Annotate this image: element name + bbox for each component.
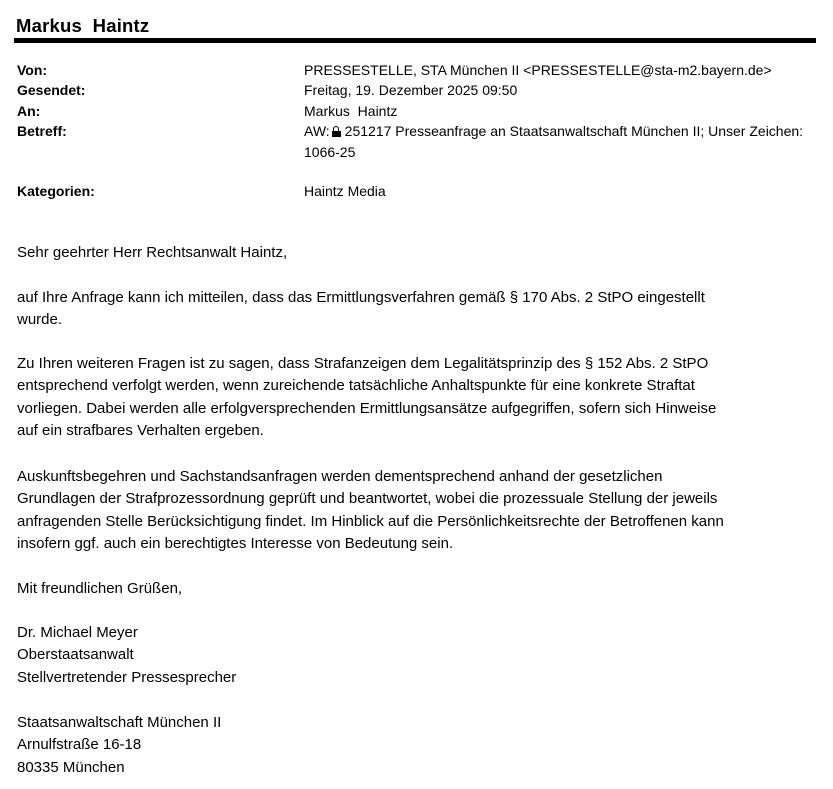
sender-name-title: Markus Haintz	[16, 15, 150, 36]
subject-text: 251217 Presseanfrage an Staatsanwaltschaft München II; Unser Zeichen: 1066-25	[304, 123, 804, 160]
signature	[17, 622, 817, 689]
subject-prefix: AW:	[304, 123, 330, 139]
paragraph-1-line: auf Ihre Anfrage kann ich mitteilen, dass das Ermittlungsverfahren gemäß § 170 Abs. 2 StPO eingestellt	[17, 289, 705, 306]
salutation	[17, 242, 817, 264]
to-value[interactable]: Markus Haintz	[304, 103, 398, 119]
address-line: Arnulfstraße 16-18	[17, 736, 142, 754]
paragraph-3-line: Auskunftsbegehren und Sachstandsanfragen werden dementsprechend anhand der gesetzlichen	[17, 468, 663, 485]
paragraph-1	[17, 287, 817, 332]
paragraph-2-line: Zu Ihren weiteren Fragen ist zu sagen, dass Strafanzeigen dem Legalitätsprinzip des § 152 Abs. 2 StPO	[17, 355, 709, 372]
subject-label: Betreff:	[17, 123, 67, 139]
address-line: Staatsanwaltschaft München II	[17, 714, 222, 731]
paragraph-2-line: vorliegen. Dabei werden alle erfolgversprechenden Ermittlungsansätze aufgegriffen, sofern sich Hinweise	[17, 399, 717, 417]
header-divider	[14, 38, 816, 43]
subject-value	[304, 121, 804, 162]
categories-label: Kategorien:	[17, 183, 95, 199]
paragraph-3	[17, 466, 817, 555]
from-value[interactable]: PRESSESTELLE, STA München II <PRESSESTELLE@sta-m2.bayern.de>	[304, 62, 772, 78]
from-label: Von:	[17, 62, 48, 78]
paragraph-2-line: entsprechend verfolgt werden, wenn zureichende tatsächliche Anhaltspunkte für eine konkrete Straftat	[17, 377, 695, 395]
signature-role: Stellvertretender Pressesprecher	[17, 668, 237, 686]
sent-value: Freitag, 19. Dezember 2025 09:50	[304, 82, 518, 98]
to-label: An:	[17, 103, 41, 119]
salutation-line: Sehr geehrter Herr Rechtsanwalt Haintz,	[17, 244, 288, 261]
closing-line: Mit freundlichen Grüßen,	[17, 580, 183, 597]
signature-name: Dr. Michael Meyer	[17, 624, 138, 641]
address-line: 80335 München	[17, 758, 125, 776]
paragraph-3-line: insofern ggf. auch ein berechtigtes Interesse von Bedeutung sein.	[17, 534, 454, 552]
signature-title: Oberstaatsanwalt	[17, 646, 134, 664]
paragraph-3-line: anfragenden Stelle Berücksichtigung findet. Im Hinblick auf die Persönlichkeitsrechte der Betroffenen kann	[17, 512, 724, 530]
sent-label: Gesendet:	[17, 82, 86, 98]
categories-value: Haintz Media	[304, 183, 386, 199]
paragraph-2	[17, 353, 817, 442]
closing	[17, 578, 817, 600]
address-block	[17, 712, 817, 779]
paragraph-2-line: auf ein strafbares Verhalten ergeben.	[17, 421, 264, 439]
paragraph-3-line: Grundlagen der Strafprozessordnung geprüft und beantwortet, wobei die prozessuale Stellung der jeweils	[17, 490, 718, 508]
paragraph-1-line: wurde.	[17, 311, 63, 329]
lock-icon	[332, 126, 341, 137]
